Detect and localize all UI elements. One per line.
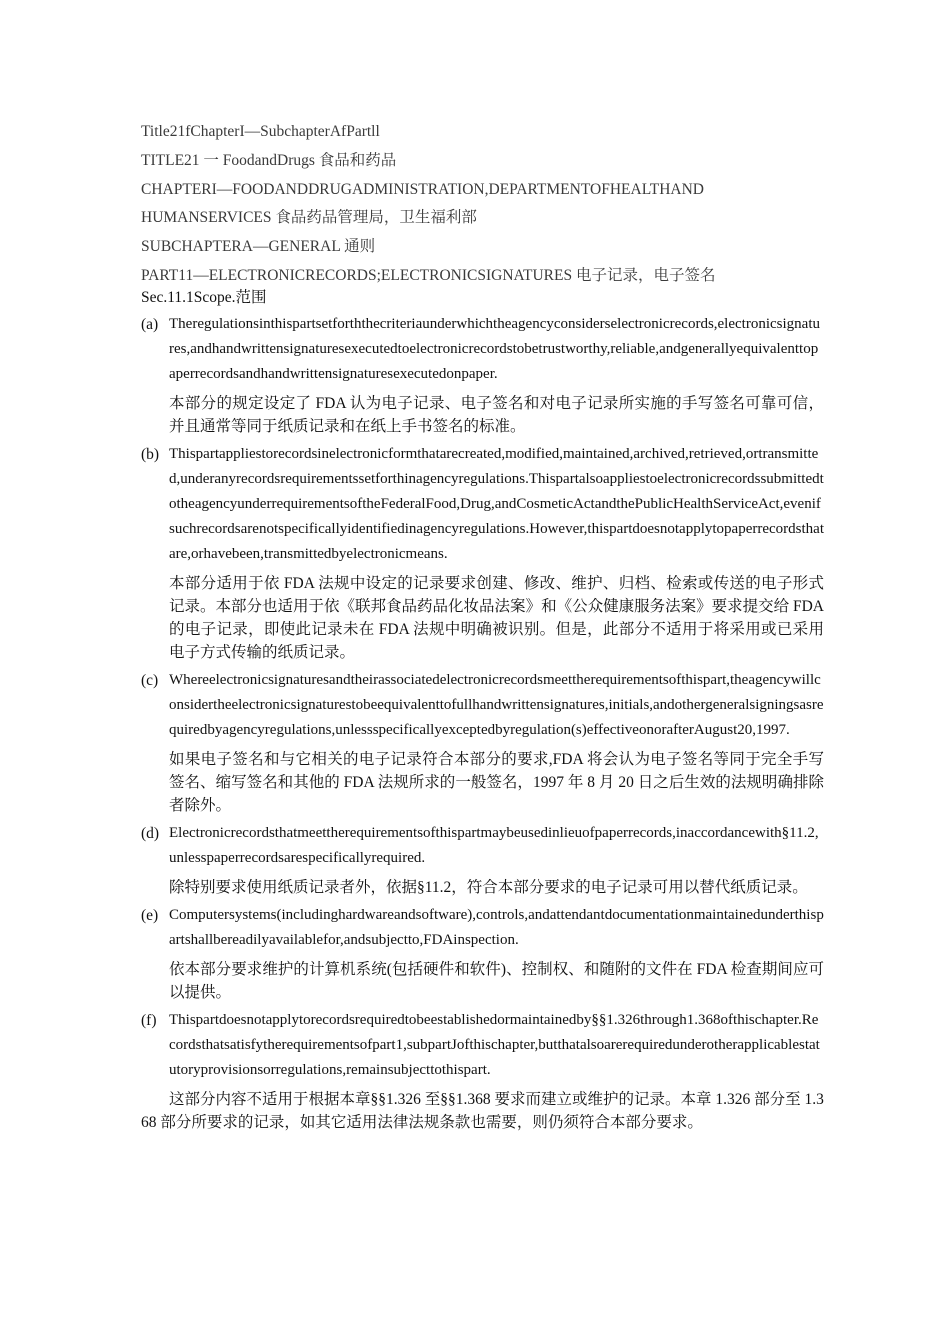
closing-chinese-paragraph: 这部分内容不适用于根据本章§§1.326 至§§1.368 要求而建立或维护的记录。本章 1.326 部分至 1.368 部分所要求的记录，如其它适用法律法规条款也需要，则仍须符合本部分要求。 bbox=[141, 1091, 824, 1131]
item-english-text: Theregulationsinthispartsetforththecriteriaunderwhichtheagencyconsiderselectronicrecords,electronicsignatures,andhandwrittensignaturesexecutedtoelectronicrecordstobetrustworthy,reliable,andgenerallyequivalenttopaperrecordsandhandwrittensignaturesexecutedonpaper. bbox=[169, 316, 820, 382]
header-title: TITLE21 一 FoodandDrugs 食品和药品 bbox=[141, 152, 397, 169]
scope-item-c bbox=[141, 668, 824, 817]
scope-item-b bbox=[141, 442, 824, 664]
header-citation: Title21fChapterI—SubchapterAfPartll bbox=[141, 123, 380, 140]
scope-item-d bbox=[141, 821, 824, 899]
item-chinese-text: 本部分的规定设定了 FDA 认为电子记录、电子签名和对电子记录所实施的手写签名可靠可信，并且通常等同于纸质记录和在纸上手书签名的标准。 bbox=[169, 395, 824, 435]
item-label: (a) bbox=[141, 316, 159, 333]
item-english-text: Computersystems(includinghardwareandsoftware),controls,andattendantdocumentationmaintainedunderthispartshallbereadilyavailablefor,andsubjectto,FDAinspection. bbox=[169, 907, 824, 948]
item-chinese-text: 依本部分要求维护的计算机系统(包括硬件和软件)、控制权、和随附的文件在 FDA 检查期间应可以提供。 bbox=[169, 961, 824, 1001]
item-chinese-text: 本部分适用于依 FDA 法规中设定的记录要求创建、修改、维护、归档、检索或传送的电子形式记录。本部分也适用于依《联邦食品药品化妆品法案》和《公众健康服务法案》要求提交给 FDA 的电子记录，即使此记录未在 FDA 法规中明确被识别。但是，此部分不适用于将采用或已采用电子方式传输的纸质记录。 bbox=[169, 575, 824, 661]
item-chinese-text: 如果电子签名和与它相关的电子记录符合本部分的要求,FDA 将会认为电子签名等同于完全手写签名、缩写签名和其他的 FDA 法规所求的一般签名，1997 年 8 月 20 日之后生效的法规明确排除者除外。 bbox=[169, 751, 824, 814]
scope-items bbox=[141, 312, 824, 1083]
section-title: Sec.11.1Scope.范围 bbox=[141, 289, 267, 306]
item-english-text: Thispartdoesnotapplytorecordsrequiredtobeestablishedormaintainedby§§1.326through1.368ofthischapter.Recordsthatsatisfytherequirementsofpart1,subpartJofthischapter,butthatalsoarerequiredunderotherapplicablestatutoryprovisionsorregulations,remainsubjecttothispart. bbox=[169, 1012, 820, 1078]
item-label: (d) bbox=[141, 825, 160, 842]
item-label: (e) bbox=[141, 907, 159, 924]
item-english-text: Thispartappliestorecordsinelectronicformthatarecreated,modified,maintained,archived,retrieved,ortransmitted,underanyrecordsrequirementssetforthinagencyregulations.ThispartalsoappliestoelectronicrecordssubmittedtotheagencyunderrequirementsoftheFederalFood,Drug,andCosmeticActandthePublicHealthServiceAct,evenifsuchrecordsarenotspecificallyidentifiedinagencyregulations.However,thispartdoesnotapplytopaperrecordsthatare,orhavebeen,transmittedbyelectronicmeans. bbox=[169, 446, 824, 562]
header-chapter-line1: CHAPTERI—FOODANDDRUGADMINISTRATION,DEPARTMENTOFHEALTHAND bbox=[141, 181, 704, 198]
item-english-text: Whereelectronicsignaturesandtheirassociatedelectronicrecordsmeettherequirementsofthispart,theagencywillconsidertheelectronicsignaturestobeequivalenttofullhandwrittensignatures,initials,andothergeneralsigningsasrequiredbyagencyregulations,unlessspecificallyexceptedbyregulation(s)effectiveonorafterAugust20,1997. bbox=[169, 672, 824, 738]
item-chinese-text: 除特别要求使用纸质记录者外，依据§11.2，符合本部分要求的电子记录可用以替代纸质记录。 bbox=[169, 879, 808, 896]
header-subchapter: SUBCHAPTERA—GENERAL 通则 bbox=[141, 238, 376, 255]
scope-item-f bbox=[141, 1008, 824, 1083]
item-label: (b) bbox=[141, 446, 160, 463]
scope-item-a bbox=[141, 312, 824, 438]
item-english-text: Electronicrecordsthatmeettherequirementsofthispartmaybeusedinlieuofpaperrecords,inaccordancewith§11.2,unlesspaperrecordsarespecificallyrequired. bbox=[169, 825, 819, 866]
header-part: PART11—ELECTRONICRECORDS;ELECTRONICSIGNATURES 电子记录，电子签名 bbox=[141, 267, 716, 284]
header-chapter-line2: HUMANSERVICES 食品药品管理局，卫生福利部 bbox=[141, 209, 477, 226]
item-label: (f) bbox=[141, 1012, 157, 1029]
scope-item-e bbox=[141, 903, 824, 1004]
item-label: (c) bbox=[141, 672, 159, 689]
